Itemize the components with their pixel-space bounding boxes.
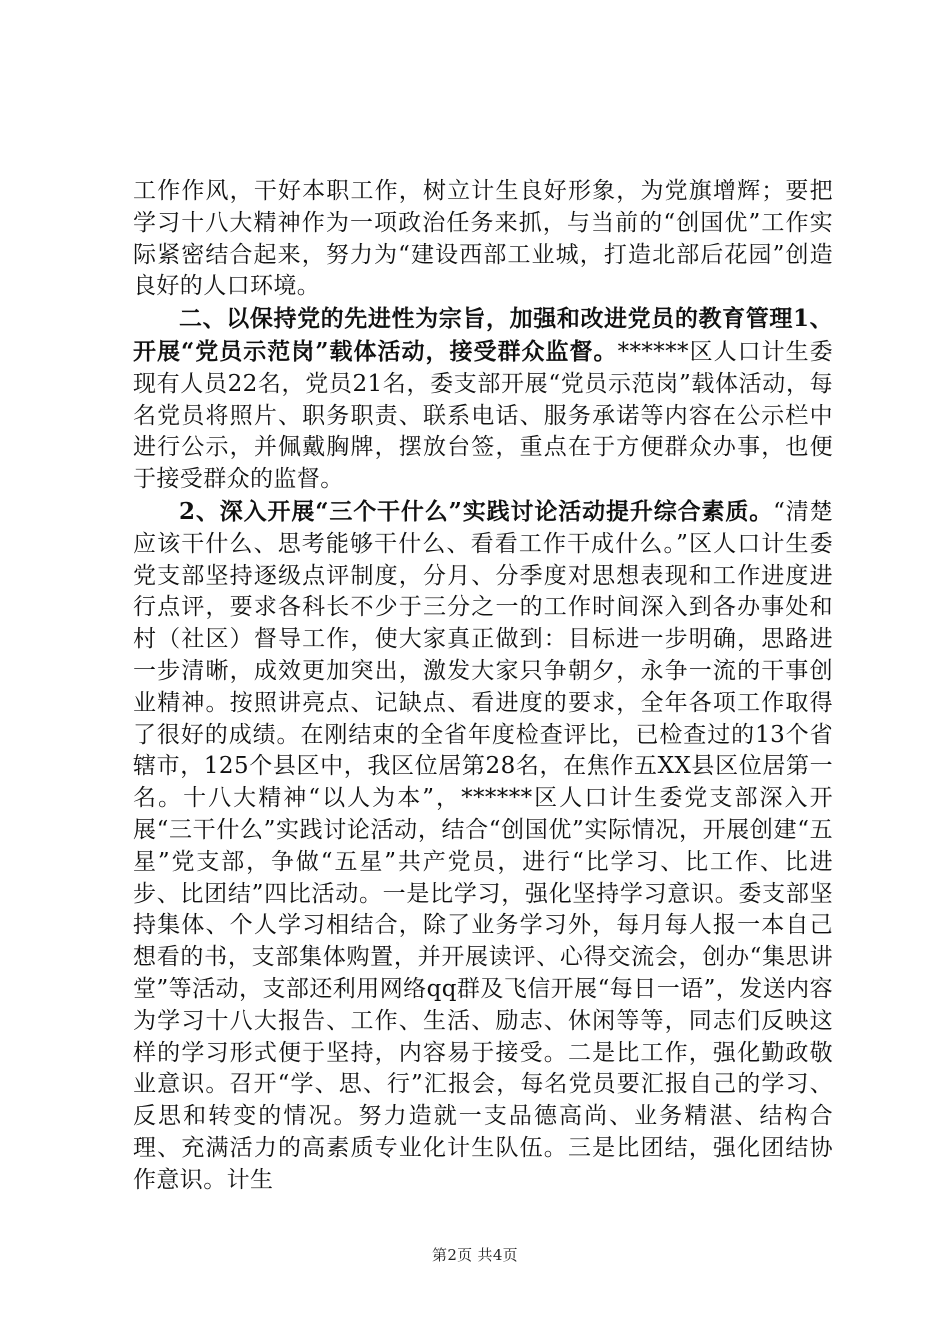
paragraph-2 xyxy=(133,303,833,496)
paragraph-1 xyxy=(133,176,833,303)
section-heading-2: 二、以保持党的先进性为宗旨，加强和改进党员的教育管理1、开展“党员示范岗”载体活动，接受群众监督。 xyxy=(133,305,833,365)
document-body xyxy=(133,176,833,1197)
page-number-label: 第2页 共4页 xyxy=(432,1246,518,1264)
paragraph-3 xyxy=(133,496,833,1197)
paragraph-1-text: 工作作风，干好本职工作，树立计生良好形象，为党旗增辉；要把学习十八大精神作为一项政治任务来抓，与当前的“创国优”工作实际紧密结合起来，努力为“建设西部工业城，打造北部后花园”创造良好的人口环境。 xyxy=(133,178,833,300)
paragraph-2-text: ******区人口计生委现有人员22名，党员21名，委支部开展“党员示范岗”载体活动，每名党员将照片、职务职责、联系电话、服务承诺等内容在公示栏中进行公示，并佩戴胸牌，摆放台签，重点在于方便群众办事，也便于接受群众的监督。 xyxy=(133,338,833,493)
subsection-heading-2: 2、深入开展“三个干什么”实践讨论活动提升综合素质。 xyxy=(179,497,774,525)
paragraph-3-text: “清楚应该干什么、思考能够干什么、看看工作干成什么。”区人口计生委党支部坚持逐级点评制度，分月、分季度对思想表现和工作进度进行点评，要求各科长不少于三分之一的工作时间深入到各办事处和村（社区）督导工作，使大家真正做到：目标进一步明确，思路进一步清晰，成效更加突出，激发大家只争朝夕，永争一流的干事创业精神。按照讲亮点、记缺点、看进度的要求，全年各项工作取得了很好的成绩。在刚结束的全省年度检查评比，已检查过的13个省辖市，125个县区中，我区位居第28名，在焦作五XX县区位居第一名。十八大精神“以人为本”，******区人口计生委党支部深入开展“三干什么”实践讨论活动，结合“创国优”实际情况，开展创建“五星”党支部，争做“五星”共产党员，进行“比学习、比工作、比进步、比团结”四比活动。一是比学习，强化坚持学习意识。委支部坚持集体、个人学习相结合，除了业务学习外，每月每人报一本自己想看的书，支部集体购置，并开展读评、心得交流会，创办“集思讲堂”等活动，支部还利用网络qq群及飞信开展“每日一语”，发送内容为学习十八大报告、工作、生活、励志、休闲等等，同志们反映这样的学习形式便于坚持，内容易于接受。二是比工作，强化勤政敬业意识。召开“学、思、行”汇报会，每名党员要汇报自己的学习、反思和转变的情况。努力造就一支品德高尚、业务精湛、结构合理、充满活力的高素质专业化计生队伍。三是比团结，强化团结协作意识。计生 xyxy=(133,498,833,1193)
page-footer xyxy=(0,1244,950,1265)
